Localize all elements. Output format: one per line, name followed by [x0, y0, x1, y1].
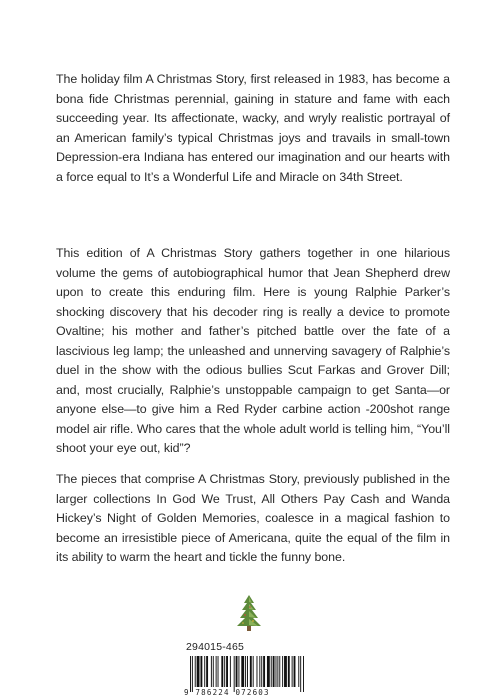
blurb-paragraph-1: The holiday film A Christmas Story, first released in 1983, has become a bona fide Christmas perennial, gaining in stature and fame with each succeeding year. Its affectionate, wacky, and wryly realistic portrayal of an American family’s typical Christmas joys and travails in small-town Depression-era Indiana has entered our imagination and our hearts with a force equal to It’s a Wonderful Life and Miracle on 34th Street. [56, 72, 450, 184]
isbn-label: 294015-465 [186, 641, 245, 653]
barcode [184, 656, 308, 700]
blurb-paragraph-2: This edition of A Christmas Story gathers together in one hilarious volume the gems of autobiographical humor that Jean Shepherd drew upon to create this enduring film. Here is young Ralphie Parker’s shocking discovery that his decoder ring is really a device to promote Ovaltine; his mother and father’s pitched battle over the fate of a lascivious leg lamp; the unleashed and unnerving savagery of Ralphie’s duel in the show with the odious bullies Scut Farkas and Grover Dill; and, most crucially, Ralphie’s unstoppable campaign to get Santa—or anyone else—to give him a Red Ryder carbine action -200shot range model air rifle. Who cares that the whole adult world is telling him, “You’ll shoot your eye out, kid”? [56, 246, 450, 455]
blurb-paragraph-3: The pieces that comprise A Christmas Story, previously published in the larger collections In God We Trust, All Others Pay Cash and Wanda Hickey’s Night of Golden Memories, coalesce in a magical fashion to become an irresistible piece of Americana, quite the equal of the film in its ability to warm the heart and tickle the funny bone. [56, 472, 450, 564]
barcode-digits: 9 786224 072603 [184, 688, 270, 697]
christmas-tree-icon [236, 594, 262, 632]
barcode-bars [190, 656, 304, 692]
